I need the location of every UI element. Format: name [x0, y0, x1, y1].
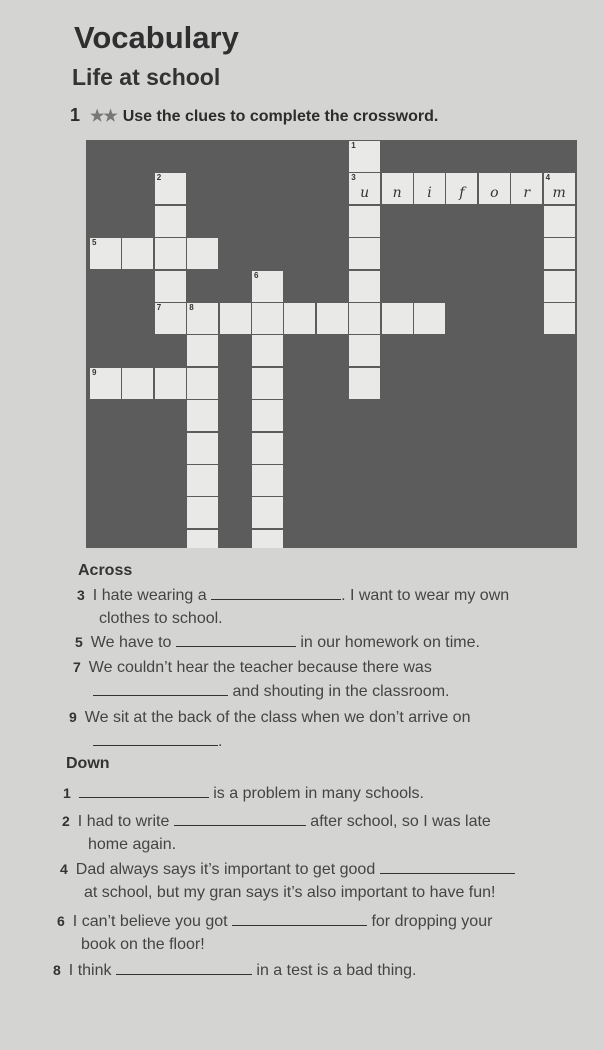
- down-clue-line: [63, 782, 424, 805]
- clue-text: book on the floor!: [81, 936, 205, 953]
- down-heading: Down: [66, 755, 110, 772]
- clue-text: .: [218, 733, 223, 750]
- crossword-cell[interactable]: [349, 173, 380, 204]
- crossword-cell[interactable]: [187, 465, 218, 496]
- clue-text: home again.: [88, 836, 177, 853]
- cell-clue-number: 6: [254, 270, 259, 280]
- across-clue-number: 5: [75, 634, 83, 650]
- clue-text: for dropping your: [367, 913, 493, 930]
- clue-text: I had to write: [77, 813, 174, 830]
- crossword-cell[interactable]: [252, 271, 283, 302]
- down-clue-number: 2: [62, 813, 70, 829]
- difficulty-stars-icon: ★★: [90, 108, 117, 125]
- across-clue-line: [93, 730, 222, 753]
- crossword-cell[interactable]: [382, 173, 413, 204]
- down-clue-line: [88, 833, 176, 856]
- clue-text: clothes to school.: [99, 610, 223, 627]
- answer-blank[interactable]: [93, 731, 218, 746]
- cell-clue-number: 2: [156, 173, 162, 183]
- cell-letter: u: [360, 185, 370, 202]
- clue-text: in a test is a bad thing.: [251, 962, 417, 979]
- crossword-cell[interactable]: [544, 303, 575, 334]
- across-clue-number: 7: [73, 659, 81, 675]
- cell-letter: f: [459, 185, 465, 202]
- across-clue-line: [73, 656, 432, 679]
- crossword-cell[interactable]: [187, 335, 218, 366]
- down-clue-line: [53, 959, 416, 982]
- cell-clue-number: 4: [545, 173, 551, 183]
- crossword-cell[interactable]: [187, 368, 218, 399]
- crossword-cell[interactable]: [187, 530, 218, 548]
- crossword-cell[interactable]: [544, 271, 575, 302]
- crossword-cell[interactable]: [349, 141, 380, 172]
- crossword-cell[interactable]: [414, 303, 445, 334]
- cell-clue-number: 3: [351, 173, 356, 183]
- crossword-grid: [86, 140, 577, 548]
- cell-clue-number: 5: [92, 238, 97, 248]
- clue-text: We couldn’t hear the teacher because there was: [88, 659, 432, 676]
- crossword-cell[interactable]: [382, 303, 413, 334]
- crossword-cell[interactable]: [284, 303, 315, 334]
- cell-letter: o: [490, 185, 499, 202]
- answer-blank[interactable]: [380, 859, 515, 874]
- down-clue-number: 1: [63, 785, 71, 801]
- answer-blank[interactable]: [79, 783, 209, 798]
- clue-text: after school, so I was late: [305, 813, 491, 830]
- crossword-cell[interactable]: [252, 433, 283, 464]
- crossword-cell[interactable]: [349, 206, 380, 237]
- page-title: Vocabulary: [74, 20, 239, 55]
- across-clue-line: [77, 584, 509, 607]
- answer-blank[interactable]: [176, 632, 296, 647]
- clue-text: in our homework on time.: [295, 634, 480, 651]
- crossword-cell[interactable]: [155, 173, 186, 204]
- crossword-cell[interactable]: [187, 238, 218, 269]
- clue-text: at school, but my gran says it’s also important to have fun!: [84, 884, 496, 901]
- instruction-text: Use the clues to complete the crossword.: [122, 108, 439, 125]
- cell-letter: r: [523, 185, 531, 202]
- cell-letter: m: [552, 185, 566, 202]
- cell-clue-number: 8: [189, 303, 194, 312]
- crossword-cell[interactable]: [349, 271, 380, 302]
- crossword-cell[interactable]: [252, 497, 283, 528]
- exercise-number: 1: [70, 105, 81, 125]
- clue-text: Dad always says it’s important to get good: [75, 861, 380, 878]
- clue-text: I think: [68, 962, 116, 979]
- answer-blank[interactable]: [174, 811, 306, 826]
- crossword-cell[interactable]: [122, 238, 153, 269]
- clue-text: We have to: [90, 634, 176, 651]
- answer-blank[interactable]: [232, 911, 367, 926]
- section-subtitle: Life at school: [72, 64, 221, 90]
- crossword-cell[interactable]: [122, 368, 153, 399]
- crossword-cell[interactable]: [90, 238, 121, 269]
- crossword-cell[interactable]: [252, 335, 283, 366]
- down-clue-number: 6: [57, 913, 65, 929]
- down-clue-line: [81, 933, 205, 956]
- crossword-cell[interactable]: [414, 173, 445, 204]
- across-clue-line: [99, 607, 223, 630]
- crossword-cell[interactable]: [317, 303, 348, 334]
- crossword-cell[interactable]: [187, 497, 218, 528]
- down-clue-number: 4: [60, 861, 68, 877]
- cell-clue-number: 1: [351, 141, 356, 150]
- clue-text: and shouting in the classroom.: [228, 683, 450, 700]
- crossword-cell[interactable]: [544, 173, 575, 204]
- across-clue-line: [75, 631, 480, 654]
- crossword-cell[interactable]: [446, 173, 477, 204]
- crossword-cell[interactable]: [479, 173, 510, 204]
- crossword-cell[interactable]: [187, 400, 218, 431]
- crossword-cell[interactable]: [187, 433, 218, 464]
- crossword-cell[interactable]: [349, 303, 380, 334]
- crossword-cell[interactable]: [155, 368, 186, 399]
- crossword-cell[interactable]: [252, 400, 283, 431]
- crossword-cell[interactable]: [155, 271, 186, 302]
- crossword-cell[interactable]: [155, 238, 186, 269]
- answer-blank[interactable]: [116, 960, 252, 975]
- cell-clue-number: 9: [92, 367, 97, 377]
- down-clue-line: [60, 858, 515, 881]
- down-clue-line: [57, 910, 492, 933]
- down-clue-line: [84, 881, 495, 904]
- crossword-cell[interactable]: [155, 303, 186, 334]
- cell-clue-number: 7: [156, 303, 162, 312]
- clue-text: I hate wearing a: [92, 587, 212, 604]
- across-clue-line: [93, 680, 449, 703]
- cell-letter: i: [427, 185, 432, 202]
- across-clue-line: [69, 706, 470, 729]
- crossword-cell[interactable]: [252, 465, 283, 496]
- clue-text: is a problem in many schools.: [208, 785, 424, 802]
- crossword-cell[interactable]: [349, 368, 380, 399]
- across-heading: Across: [78, 562, 133, 579]
- crossword-cell[interactable]: [544, 206, 575, 237]
- exercise-instruction: [70, 105, 438, 126]
- crossword-cell[interactable]: [252, 530, 283, 548]
- crossword-cell[interactable]: [220, 303, 251, 334]
- crossword-cell[interactable]: [511, 173, 542, 204]
- clue-text: I can’t believe you got: [72, 913, 233, 930]
- crossword-cell[interactable]: [349, 335, 380, 366]
- across-clue-number: 3: [77, 587, 85, 603]
- cell-letter: n: [392, 185, 402, 202]
- crossword-cell[interactable]: [252, 368, 283, 399]
- answer-blank[interactable]: [93, 681, 228, 696]
- crossword-cell[interactable]: [252, 303, 283, 334]
- crossword-cell[interactable]: [155, 206, 186, 237]
- clue-text: . I want to wear my own: [341, 587, 510, 604]
- answer-blank[interactable]: [211, 585, 341, 600]
- crossword-cell[interactable]: [90, 368, 121, 399]
- crossword-cell[interactable]: [187, 303, 218, 334]
- crossword-cell[interactable]: [544, 238, 575, 269]
- clue-text: We sit at the back of the class when we don’t arrive on: [84, 709, 471, 726]
- crossword-cell[interactable]: [349, 238, 380, 269]
- down-clue-number: 8: [53, 962, 61, 978]
- across-clue-number: 9: [69, 709, 77, 725]
- down-clue-line: [62, 810, 491, 833]
